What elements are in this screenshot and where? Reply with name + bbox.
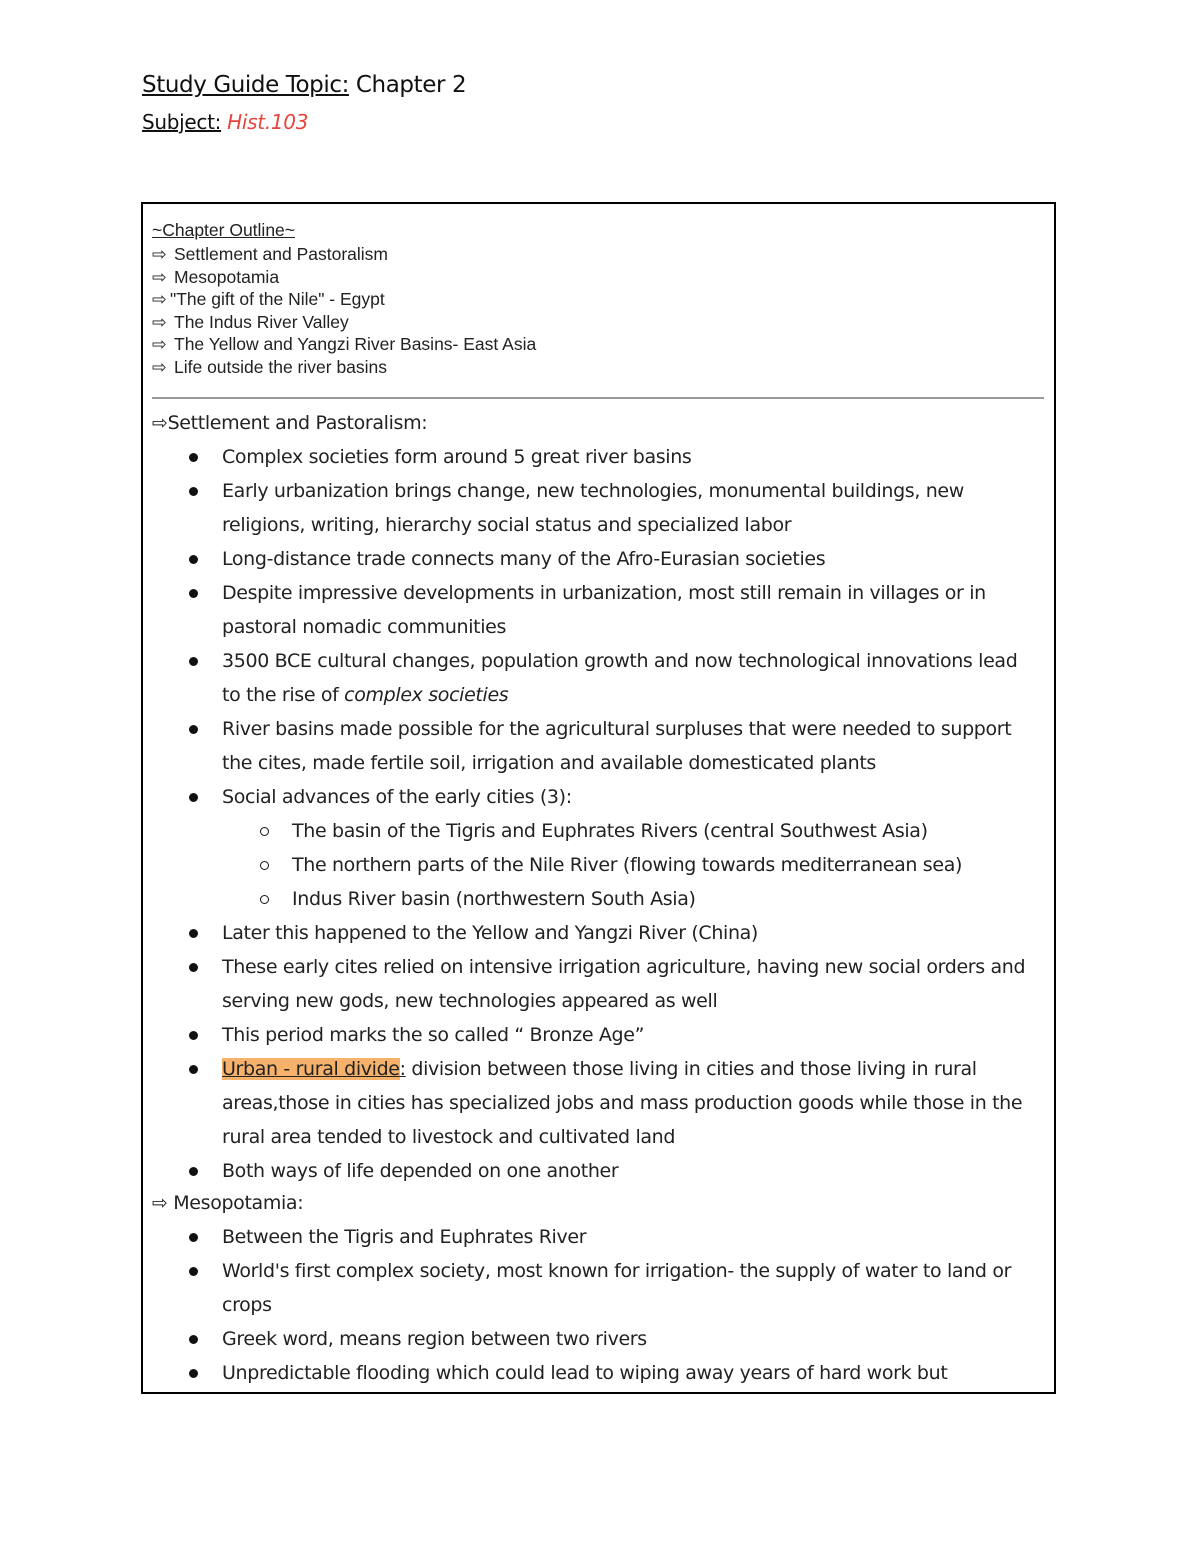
bullet-icon [189, 657, 198, 666]
outline-item: ⇨ The Yellow and Yangzi River Basins- East Asia [152, 334, 537, 355]
list-item: World's first complex society, most known for irrigation- the supply of water to land or crops [152, 1254, 1047, 1322]
emphasis-term: complex societies [344, 684, 509, 706]
bullet-icon [189, 1335, 198, 1344]
list-item: River basins made possible for the agricultural surpluses that were needed to support the cites, made fertile soil, irrigation and available domesticated plants [152, 712, 1047, 780]
bullet-icon [189, 963, 198, 972]
outline-item: ⇨ The Indus River Valley [152, 311, 349, 332]
chapter-outline [152, 218, 536, 379]
divider [152, 397, 1044, 399]
list-item: Complex societies form around 5 great river basins [152, 440, 1047, 474]
outline-heading: ~Chapter Outline~ [152, 220, 296, 240]
bullet-icon [189, 487, 198, 496]
subject-label: Subject: [142, 110, 222, 134]
bullet-icon [189, 453, 198, 462]
bullet-icon [189, 1065, 198, 1074]
bullet-icon [189, 555, 198, 564]
list-item: Despite impressive developments in urbanization, most still remain in villages or in pastoral nomadic communities [152, 576, 1047, 644]
section-heading-mesopotamia: ⇨ Mesopotamia: [152, 1192, 304, 1214]
arrow-icon: ⇨ [152, 289, 167, 310]
sub-list-item: Indus River basin (northwestern South Asia) [152, 882, 1047, 916]
arrow-icon: ⇨ [152, 244, 167, 264]
sub-list-item: The basin of the Tigris and Euphrates Rivers (central Southwest Asia) [152, 814, 1047, 848]
highlighted-term: Urban - rural divide [222, 1058, 400, 1080]
list-item: Urban - rural divide: division between those living in cities and those living in rural areas,those in cities has specialized jobs and mass production goods while those in the rural area tended to livestock and cultivated land [152, 1052, 1047, 1154]
list-item: These early cites relied on intensive irrigation agriculture, having new social orders and serving new gods, new technologies appeared as well [152, 950, 1047, 1018]
list-item: 3500 BCE cultural changes, population growth and now technological innovations lead to the rise of complex societies [152, 644, 1047, 712]
list-item: Between the Tigris and Euphrates River [152, 1220, 1047, 1254]
bullet-icon [189, 1369, 198, 1378]
list-item: Greek word, means region between two rivers [152, 1322, 1047, 1356]
outline-item: ⇨ Mesopotamia [152, 266, 280, 287]
hollow-bullet-icon [260, 895, 269, 904]
settlement-list [152, 440, 1047, 1188]
bullet-icon [189, 725, 198, 734]
subject-value: Hist.103 [221, 110, 309, 134]
list-item: Early urbanization brings change, new technologies, monumental buildings, new religions, writing, hierarchy social status and specialized labor [152, 474, 1047, 542]
bullet-icon [189, 1267, 198, 1276]
bullet-icon [189, 929, 198, 938]
list-item: Long-distance trade connects many of the Afro-Eurasian societies [152, 542, 1047, 576]
list-item: Unpredictable flooding which could lead to wiping away years of hard work but [152, 1356, 1047, 1390]
mesopotamia-list [152, 1220, 1047, 1390]
list-item: Later this happened to the Yellow and Yangzi River (China) [152, 916, 1047, 950]
arrow-icon: ⇨ [152, 266, 167, 287]
list-item: Both ways of life depended on one another [152, 1154, 1047, 1188]
outline-item: ⇨ "The gift of the Nile" - Egypt [152, 289, 385, 310]
section-heading-settlement: ⇨Settlement and Pastoralism: [152, 412, 428, 434]
subject-line [142, 110, 308, 134]
bullet-icon [189, 589, 198, 598]
study-guide-box [141, 202, 1056, 1394]
bullet-icon [189, 793, 198, 802]
bullet-icon [189, 1167, 198, 1176]
hollow-bullet-icon [260, 861, 269, 870]
list-item: Social advances of the early cities (3): [152, 780, 1047, 814]
notes-content [152, 408, 1047, 1390]
sub-list-item: The northern parts of the Nile River (flowing towards mediterranean sea) [152, 848, 1047, 882]
page-title [142, 72, 466, 98]
bullet-icon [189, 1031, 198, 1040]
outline-item: ⇨ Life outside the river basins [152, 356, 388, 377]
arrow-icon: ⇨ [152, 356, 167, 377]
title-value: Chapter 2 [348, 72, 467, 98]
arrow-icon: ⇨ [152, 334, 167, 355]
outline-item: ⇨ Settlement and Pastoralism [152, 244, 388, 264]
list-item: This period marks the so called “ Bronze Age” [152, 1018, 1047, 1052]
arrow-icon: ⇨ [152, 311, 167, 332]
hollow-bullet-icon [260, 827, 269, 836]
bullet-icon [189, 1233, 198, 1242]
title-label: Study Guide Topic: [142, 72, 349, 98]
